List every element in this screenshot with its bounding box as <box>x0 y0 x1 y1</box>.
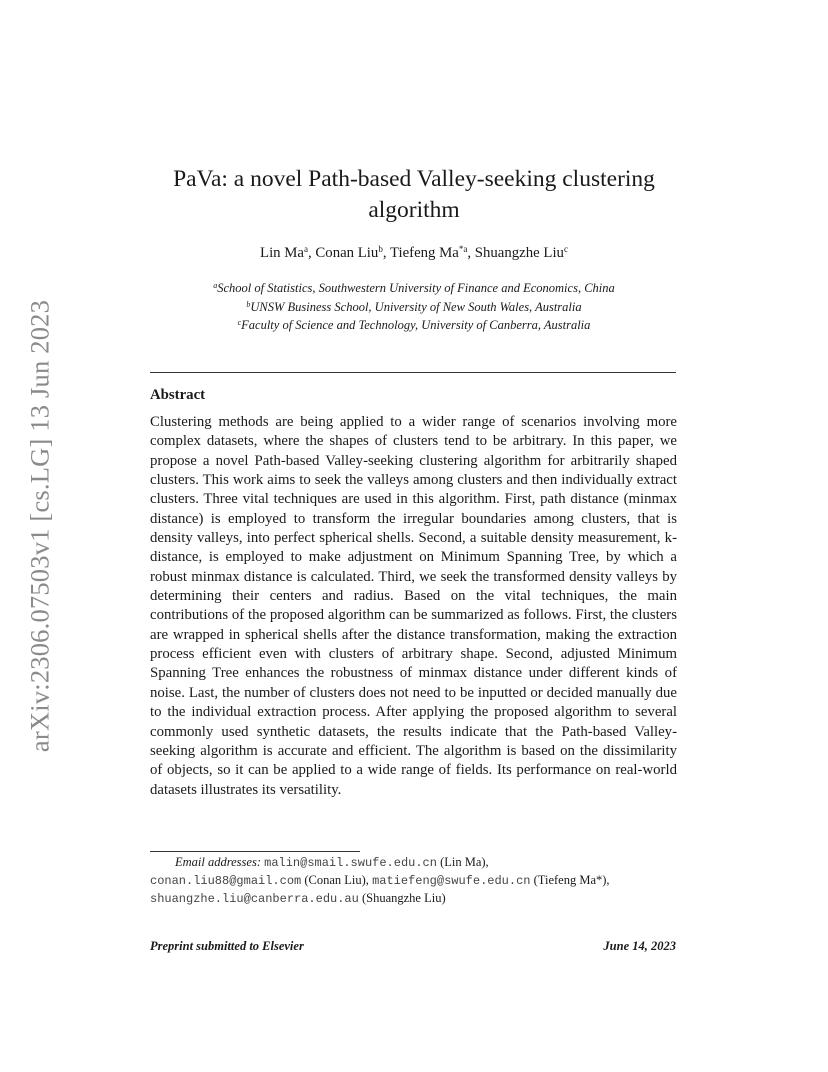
footnote-label: Email addresses: <box>175 855 261 869</box>
email-owner: (Conan Liu), <box>304 873 369 887</box>
affiliation-text: School of Statistics, Southwestern University of Finance and Economics, China <box>217 281 615 295</box>
email-link[interactable]: malin@smail.swufe.edu.cn <box>264 856 437 870</box>
author-name: Lin Ma <box>260 245 305 261</box>
author-affil-mark: *a <box>458 244 468 254</box>
affiliation-text: UNSW Business School, University of New South Wales, Australia <box>250 299 582 314</box>
author-affil-mark: b <box>378 244 383 254</box>
author-name: Conan Liu <box>315 245 379 261</box>
affiliation <box>150 278 678 297</box>
author-affil-mark: c <box>563 244 568 254</box>
preprint-note: Preprint submitted to Elsevier <box>150 939 304 953</box>
abstract-body: Clustering methods are being applied to a wider range of scenarios involving more complex datasets, where the shapes of clusters tend to be arbitrary. In this paper, we propose a novel Path-based Valley-seeking clustering algorithm for arbitrarily shaped clusters. This work aims to seek the valleys among clusters and then individually extract clusters. Three vital techniques are used in this algorithm. First, path distance (minmax distance) is employed to transform the irregular boundaries among clusters, that is density valleys, into perfect spherical shells. Second, a suitable density measurement, k-distance, is employed to make adjustment on Minimum Spanning Tree, by which a robust minmax distance is calculated. Third, we seek the transformed density valleys by determining their centers and radius. Based on the vital techniques, the main contributions of the proposed algorithm can be summarized as follows. First, the clusters are wrapped in spherical shells after the distance transformation, making the extraction process efficient even with clusters of arbitrary shape. Second, adjusted Minimum Spanning Tree enhances the robustness of minmax distance under different kinds of noise. Last, the number of clusters does not need to be inputted or decided manually due to the individual extraction process. After applying the proposed algorithm to several commonly used synthetic datasets, the results indicate that the Path-based Valley-seeking algorithm is accurate and efficient. The algorithm is based on the dissimilarity of objects, so it can be applied to a wide range of fields. Its performance on real-world datasets illustrates its versatility. <box>150 414 677 798</box>
preprint-date: June 14, 2023 <box>603 939 676 953</box>
email-link[interactable]: conan.liu88@gmail.com <box>150 874 302 888</box>
email-link[interactable]: shuangzhe.liu@canberra.edu.au <box>150 892 359 906</box>
email-footnote <box>150 854 680 908</box>
author-name: Tiefeng Ma <box>389 245 459 261</box>
author-sep: , <box>308 245 316 261</box>
affiliation-mark: a <box>213 281 218 290</box>
affiliation-list <box>150 278 678 334</box>
author-affil-mark: a <box>304 244 309 254</box>
affiliation <box>150 315 678 334</box>
affiliation-mark: b <box>246 299 251 309</box>
abstract-top-rule <box>150 372 676 373</box>
author-sep: , <box>467 245 475 261</box>
affiliation-text: Faculty of Science and Technology, University of Canberra, Australia <box>241 318 591 332</box>
author-sep: , <box>382 245 390 261</box>
author-list <box>150 244 678 262</box>
paper-title: PaVa: a novel Path-based Valley-seeking clustering algorithm <box>173 166 655 223</box>
arxiv-identifier: arXiv:2306.07503v1 [cs.LG] 13 Jun 2023 <box>24 299 55 753</box>
affiliation <box>150 297 678 316</box>
affiliation-mark: c <box>237 318 242 327</box>
email-owner: (Tiefeng Ma*), <box>533 873 610 887</box>
author-name: Shuangzhe Liu <box>474 245 564 261</box>
abstract-heading: Abstract <box>150 387 206 403</box>
email-owner: (Lin Ma), <box>440 855 489 869</box>
email-link[interactable]: matiefeng@swufe.edu.cn <box>372 874 531 888</box>
email-owner: (Shuangzhe Liu) <box>361 891 446 905</box>
footnote-rule <box>150 851 360 852</box>
